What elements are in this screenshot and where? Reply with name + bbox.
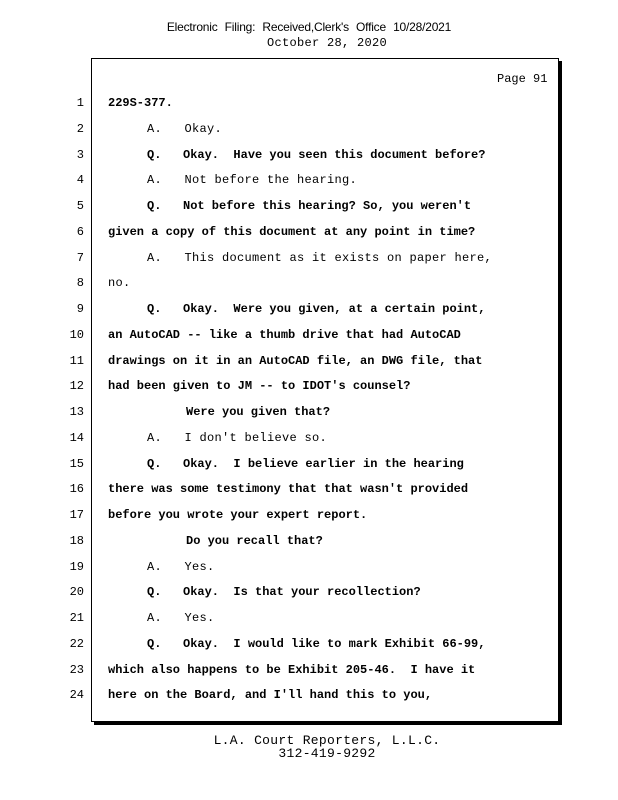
transcript-line: had been given to JM -- to IDOT's counsel?: [108, 379, 411, 394]
transcript-line: given a copy of this document at any point in time?: [108, 224, 476, 239]
transcript-line: Were you given that?: [186, 405, 331, 419]
line-number: 6: [76, 224, 84, 239]
line-number: 2: [76, 121, 84, 136]
line-number: 4: [76, 173, 84, 188]
transcript-line: Q. Okay. Were you given, at a certain point,: [147, 302, 486, 316]
line-number: 1: [76, 96, 84, 110]
transcript-line: A. I don't believe so.: [147, 430, 328, 445]
transcript-line: Q. Okay. Have you seen this document before?: [147, 147, 486, 162]
line-number: 9: [76, 302, 84, 316]
transcript-line: Q. Okay. Is that your recollection?: [147, 585, 421, 600]
line-number: 8: [76, 276, 84, 291]
line-number: 11: [69, 353, 84, 368]
electronic-filing-stamp: Electronic Filing: Received,Clerk's Office 10/28/2021: [166, 20, 452, 34]
line-number: 19: [69, 559, 84, 574]
transcript-line: Q. Not before this hearing? So, you weren't: [147, 199, 472, 213]
reporter-phone: 312-419-9292: [278, 746, 376, 761]
transcript-line: which also happens to be Exhibit 205-46. I have it: [108, 662, 476, 677]
transcript-line: Do you recall that?: [186, 533, 323, 548]
line-number: 21: [69, 611, 84, 625]
transcript-line: 229S-377.: [108, 96, 173, 110]
line-number: 5: [76, 199, 84, 213]
line-number: 20: [69, 585, 84, 600]
line-number: 18: [69, 533, 84, 548]
transcript-line: A. Yes.: [147, 559, 215, 574]
reporter-company: L.A. Court Reporters, L.L.C.: [213, 733, 441, 748]
transcript-line: before you wrote your expert report.: [108, 508, 368, 522]
transcript-line: no.: [108, 276, 131, 291]
line-number: 16: [69, 482, 84, 497]
transcript-line: there was some testimony that that wasn't provided: [108, 482, 469, 497]
line-number: 17: [69, 508, 84, 522]
transcript-line: drawings on it in an AutoCAD file, an DWG file, that: [108, 353, 483, 368]
line-number: 15: [69, 456, 84, 471]
line-number: 22: [69, 636, 84, 651]
line-number: 24: [69, 688, 84, 703]
transcript-line: Q. Okay. I believe earlier in the hearing: [147, 456, 464, 471]
line-number: 10: [69, 327, 84, 342]
page-number: Page 91: [497, 72, 548, 86]
transcript-line: A. Okay.: [147, 121, 223, 136]
line-number: 7: [76, 250, 84, 265]
transcript-line: A. Not before the hearing.: [147, 173, 358, 188]
line-number: 14: [69, 430, 84, 445]
line-number: 13: [69, 405, 84, 419]
line-number: 3: [76, 147, 84, 162]
transcript-line: A. Yes.: [147, 611, 215, 625]
line-number: 12: [69, 379, 84, 394]
transcript-date: October 28, 2020: [266, 36, 388, 50]
line-number: 23: [69, 662, 84, 677]
transcript-line: A. This document as it exists on paper here,: [147, 250, 493, 265]
transcript-line: Q. Okay. I would like to mark Exhibit 66-99,: [147, 636, 486, 651]
transcript-line: an AutoCAD -- like a thumb drive that had AutoCAD: [108, 327, 461, 342]
transcript-line: here on the Board, and I'll hand this to you,: [108, 688, 433, 703]
